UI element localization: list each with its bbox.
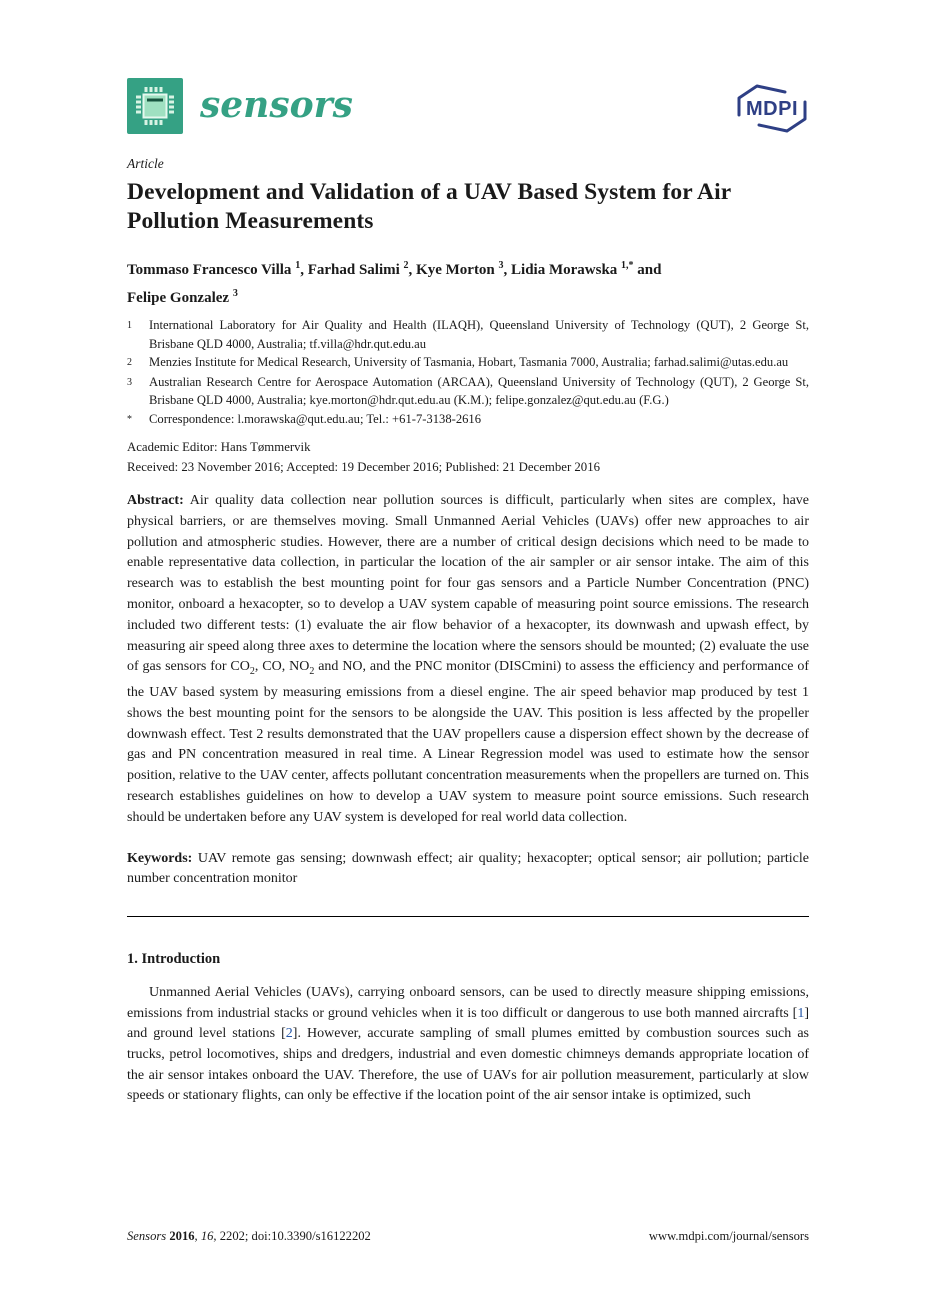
svg-text:MDPI: MDPI	[746, 98, 798, 120]
affiliation-text: Australian Research Centre for Aerospace Automation (ARCAA), Queensland University of Technology (QUT), 2 George St, Brisbane QLD 4000, Australia; kye.morton@hdr.qut.edu.au (K.M.); felipe.gonzalez@qut.edu.au (F.G.)	[149, 374, 809, 407]
page-content	[127, 78, 809, 1107]
abstract-paragraph	[127, 491, 809, 829]
affiliation-text: Menzies Institute for Medical Research, University of Tasmania, Hobart, Tasmania 7000, Australia; farhad.salimi@utas.edu.au	[149, 355, 789, 369]
section-heading-introduction: 1. Introduction	[127, 951, 221, 968]
journal-logo[interactable]	[127, 78, 353, 139]
mdpi-logo-icon[interactable]	[735, 82, 809, 141]
journal-wordmark: sensors	[200, 83, 353, 126]
academic-editor-line: Academic Editor: Hans Tømmervik	[127, 440, 311, 454]
reference-link[interactable]: 2	[285, 1026, 293, 1042]
affiliation-marker: 3	[127, 376, 132, 388]
affiliation-text: International Laboratory for Air Quality and Health (ILAQH), Queensland University of Technology (QUT), 2 George St, Brisbane QLD 4000, Australia; tf.villa@hdr.qut.edu.au	[149, 318, 809, 351]
keywords-label: Keywords:	[127, 850, 193, 866]
editor-block	[127, 437, 809, 477]
affiliation-item	[127, 373, 809, 410]
sensors-chip-icon	[127, 78, 183, 139]
article-type-label: Article	[127, 156, 164, 171]
keywords-text: UAV remote gas sensing; downwash effect; air quality; hexacopter; optical sensor; air pollution; particle number concentration monitor	[127, 850, 809, 887]
reference-link[interactable]: 1	[797, 1005, 805, 1021]
abstract-label: Abstract:	[127, 493, 184, 508]
affiliation-item	[127, 410, 809, 430]
dates-line: Received: 23 November 2016; Accepted: 19 December 2016; Published: 21 December 2016	[127, 460, 600, 474]
affiliation-item	[127, 353, 809, 373]
abstract-text: Air quality data collection near pollution sources is difficult, particularly when sites are complex, have physical barriers, or are themselves moving. Small Unmanned Aerial Vehicles (UAVs) offer new approaches to air pollution and atmospheric studies. However, there are a number of critical design decisions which need to be made to enable representative data collection, in particular the location of the air sampler or air sensor intake. The aim of this research was to establish the best mounting point for four gas sensors and a Particle Number Concentration (PNC) monitor, onboard a hexacopter, so to develop a UAV system capable of measuring point source emissions. The research included two different tests: (1) evaluate the air flow behavior of a hexacopter, its downwash and upwash effect, by measuring air speed along three axes to determine the location where the sensors should be mounted; (2) evaluate the use of gas sensors for $CO_2$, CO, $NO_2$ and NO, and the PNC monitor (DISCmini) to assess the efficiency and performance of the UAV based system by measuring emissions from a diesel engine. The air speed behavior map produced by test 1 shows the best mounting point for the sensors to be alongside the UAV. This position is less affected by the propeller downwash effect. Test 2 results demonstrated that the UAV propellers cause a dispersion effect shown by the decrease of gas and PN concentration measured in real time. A Linear Regression model was used to estimate how the sensor position, relative to the UAV center, affects pollutant concentration measurements when the propellers are turned on. This research establishes guidelines on how to develop a UAV system to measure point source emissions. Such research should be undertaken before any UAV system is developed for real world data collection.	[127, 493, 810, 825]
page-footer	[127, 1229, 809, 1244]
affiliations-list	[127, 316, 809, 429]
paper-title: Development and Validation of a UAV Based System for Air Pollution Measurements	[127, 179, 731, 234]
affiliation-marker: 1	[127, 320, 132, 331]
footer-citation: Sensors 2016, 16, 2202; doi:10.3390/s16122202	[127, 1229, 371, 1243]
authors-line: Tommaso Francesco Villa $^1$, Farhad Salimi $^2$, Kye Morton $^3$, Lidia Morawska $^{1,*}$ and Felipe Gonzalez $^3$	[127, 260, 662, 306]
section-divider	[127, 916, 809, 917]
introduction-paragraph: Unmanned Aerial Vehicles (UAVs), carrying onboard sensors, can be used to directly measure shipping emissions, emissions from industrial stacks or ground vehicles when it is too difficult or dangerous to use both manned aircrafts [1] and ground level stations [2]. However, accurate sampling of small plumes emitted by combustion sources such as trucks, petrol locomotives, ships and dredgers, industrial and even domestic chimneys demands appropriate location of the air sensor intakes onboard the UAV. Therefore, the use of UAVs for air pollution measurement, particularly at slow speeds or stationary flights, can only be effective if the location point of the air sensor intake is optimized, such	[127, 985, 809, 1104]
affiliation-marker: 2	[127, 357, 132, 368]
affiliation-item	[127, 316, 809, 353]
keywords-paragraph	[127, 849, 809, 891]
affiliation-text: Correspondence: l.morawska@qut.edu.au; Tel.: +61-7-3138-2616	[149, 411, 482, 426]
affiliation-marker: *	[127, 413, 132, 425]
footer-journal-url[interactable]: www.mdpi.com/journal/sensors	[648, 1229, 809, 1243]
masthead	[127, 78, 809, 134]
